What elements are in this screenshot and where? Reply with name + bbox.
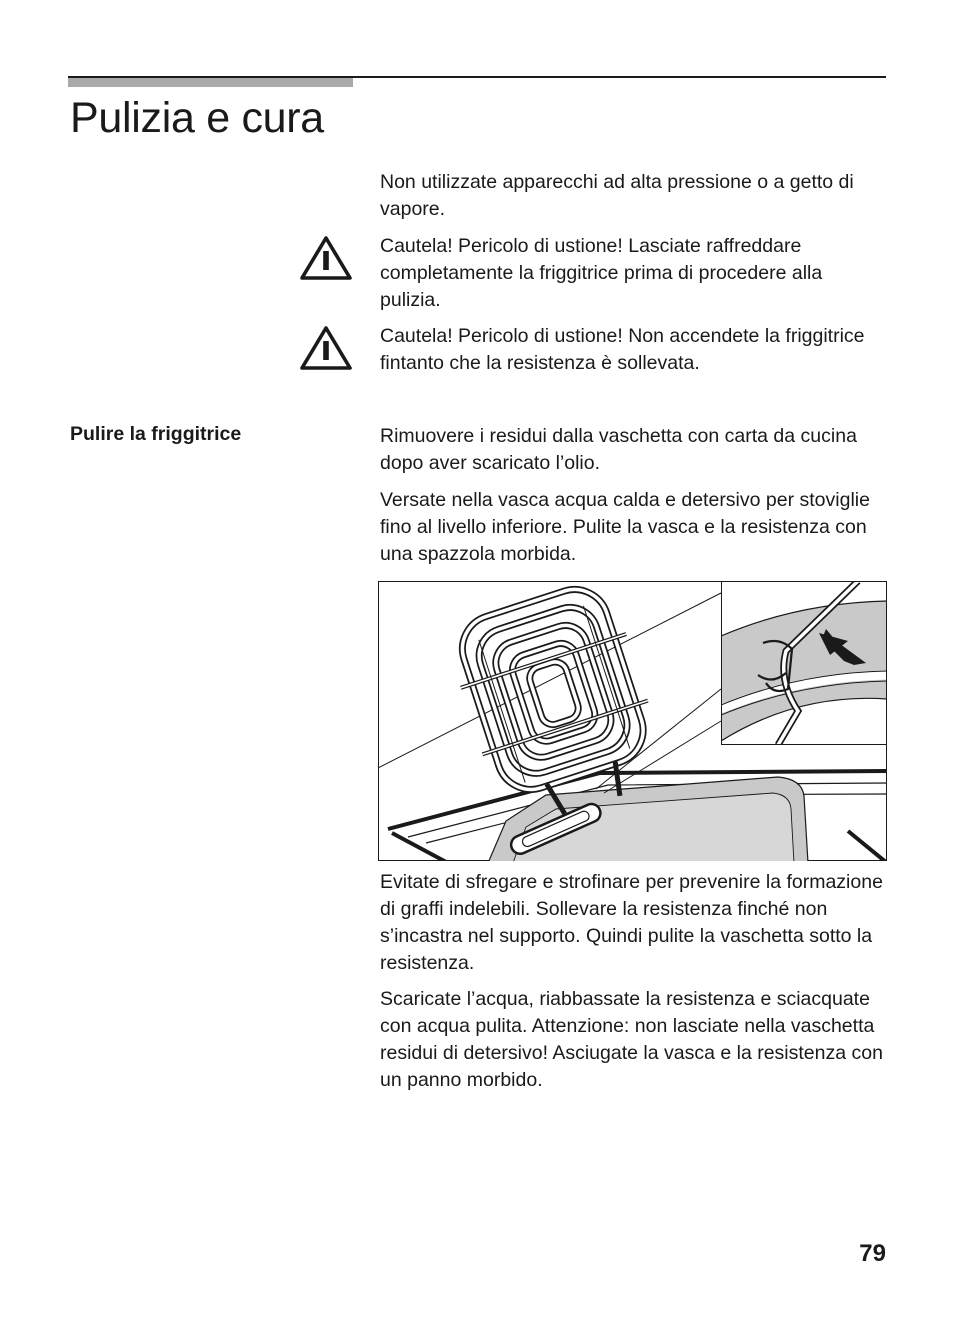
warning-triangle-icon [298, 233, 354, 283]
fryer-cleaning-illustration [378, 581, 887, 861]
page-number: 79 [859, 1240, 886, 1267]
burn-warning-cool-down: Cautela! Pericolo di ustione! Lasciate raffreddare completamente la friggitrice prima di procedere alla pulizia. [380, 235, 823, 311]
no-pressure-note: Non utilizzate apparecchi ad alta pressione o a getto di vapore. [380, 171, 854, 220]
cleaning-step-1: Rimuovere i residui dalla vaschetta con carta da cucina dopo aver scaricato l’olio. [380, 425, 857, 474]
page-title: Pulizia e cura [70, 94, 324, 142]
burn-warning-raised-element: Cautela! Pericolo di ustione! Non accendete la friggitrice fintanto che la resistenza è sollevata. [380, 325, 865, 374]
cleaning-step-3: Evitate di sfregare e strofinare per prevenire la formazione di graffi indelebili. Sollevare la resistenza finché non s’incastra nel supporto. Quindi pulite la vaschetta sotto la resistenza. [380, 871, 883, 974]
cleaning-step-4: Scaricate l’acqua, riabbassate la resistenza e sciacquate con acqua pulita. Attenzione: non lasciate nella vaschetta residui di detersivo! Asciugate la vasca e la resistenza con un panno morbido. [380, 988, 883, 1091]
section-heading: Pulire la friggitrice [70, 423, 242, 445]
warning-triangle-icon [298, 323, 354, 373]
header-accent-bar [68, 78, 353, 87]
cleaning-step-2: Versate nella vasca acqua calda e detersivo per stoviglie fino al livello inferiore. Pulite la vasca e la resistenza con una spazzola morbida. [380, 489, 870, 565]
